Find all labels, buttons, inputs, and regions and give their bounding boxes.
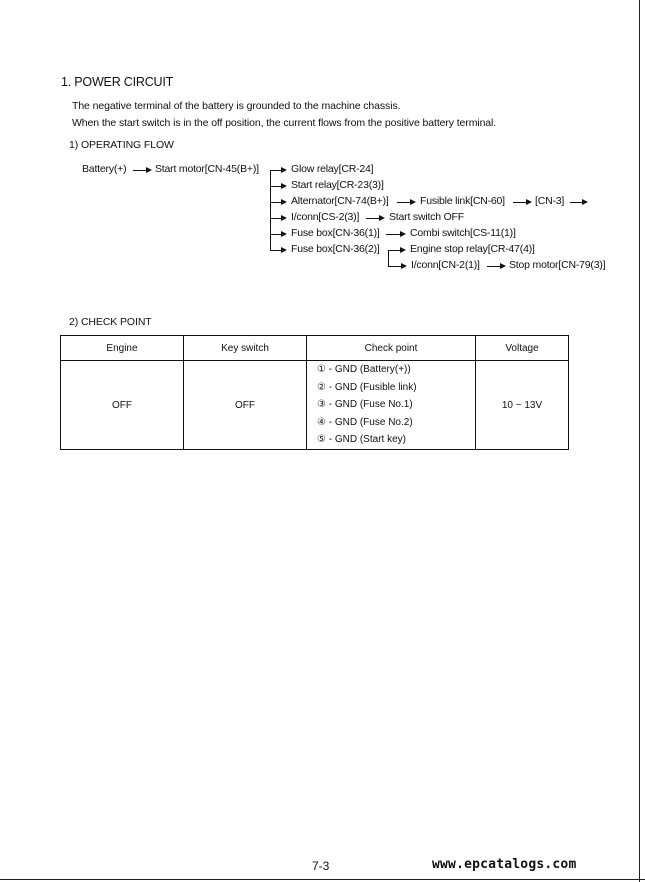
arrow-fuse-box-1-to-combi-switch [386, 234, 404, 235]
flow-fuse-box-1: Fuse box[CN-36(1)] [291, 227, 380, 239]
arrow-to-iconn-cs2 [270, 218, 285, 219]
flow-cn3: [CN-3] [535, 195, 565, 207]
check-point-item: ③ - GND (Fuse No.1) [317, 399, 413, 411]
arrow-to-fuse-box-2 [270, 250, 285, 251]
arrow-to-fuse-box-1 [270, 234, 285, 235]
flow-engine-stop-relay: Engine stop relay[CR-47(4)] [410, 243, 535, 255]
check-point-item: ① - GND (Battery(+)) [317, 364, 411, 376]
arrow-to-iconn-cn2 [388, 266, 405, 267]
arrow-iconn-to-start-switch [366, 218, 383, 219]
flow-battery: Battery(+) [82, 163, 127, 175]
table-row [61, 361, 569, 450]
arrow-to-engine-stop-relay [388, 250, 404, 251]
check-point-table [60, 335, 569, 450]
header-engine: Engine [61, 336, 184, 361]
check-point-item: ④ - GND (Fuse No.2) [317, 416, 413, 428]
watermark: www.epcatalogs.com [432, 857, 577, 872]
arrow-battery-to-start-motor [133, 170, 150, 171]
arrow-iconn-cn2-to-stop-motor [487, 266, 504, 267]
page-border-right [639, 0, 640, 882]
operating-flow-heading: 1) OPERATING FLOW [69, 139, 174, 151]
check-point-item: ② - GND (Fusible link) [317, 381, 417, 393]
cell-check-points [307, 361, 476, 450]
arrow-cn3-out [570, 202, 586, 203]
header-voltage: Voltage [476, 336, 569, 361]
flow-combi-switch: Combi switch[CS-11(1)] [410, 227, 516, 239]
page-number: 7-3 [312, 859, 330, 873]
flow-iconn-cs2: I/conn[CS-2(3)] [291, 211, 360, 223]
table-header-row [61, 336, 569, 361]
flow-stop-motor: Stop motor[CN-79(3)] [509, 259, 606, 271]
arrow-to-start-relay [270, 186, 285, 187]
cell-voltage: 10 ~ 13V [476, 361, 569, 450]
check-point-item: ⑤ - GND (Start key) [317, 434, 406, 446]
header-key-switch: Key switch [184, 336, 307, 361]
section-title: 1. POWER CIRCUIT [61, 75, 174, 89]
flow-glow-relay: Glow relay[CR-24] [291, 163, 374, 175]
branch-line-fuse-box-2 [388, 250, 389, 267]
intro-paragraph-2: When the start switch is in the off position, the current flows from the positive battery terminal. [72, 117, 497, 129]
intro-paragraph-1: The negative terminal of the battery is grounded to the machine chassis. [72, 100, 401, 112]
arrow-to-glow-relay [270, 170, 285, 171]
flow-start-switch-off: Start switch OFF [389, 211, 464, 223]
arrow-alternator-to-fusible-link [397, 202, 414, 203]
flow-fusible-link: Fusible link[CN-60] [420, 195, 505, 207]
flow-start-relay: Start relay[CR-23(3)] [291, 179, 384, 191]
flow-alternator: Alternator[CN-74(B+)] [291, 195, 389, 207]
cell-engine: OFF [61, 361, 184, 450]
flow-fuse-box-2: Fuse box[CN-36(2)] [291, 243, 380, 255]
header-check-point: Check point [307, 336, 476, 361]
arrow-to-alternator [270, 202, 285, 203]
check-point-heading: 2) CHECK POINT [69, 316, 152, 328]
flow-start-motor: Start motor[CN-45(B+)] [155, 163, 259, 175]
cell-key-switch: OFF [184, 361, 307, 450]
page-border-bottom [0, 879, 645, 880]
arrow-fusible-link-to-cn3 [513, 202, 530, 203]
flow-iconn-cn2: I/conn[CN-2(1)] [411, 259, 480, 271]
